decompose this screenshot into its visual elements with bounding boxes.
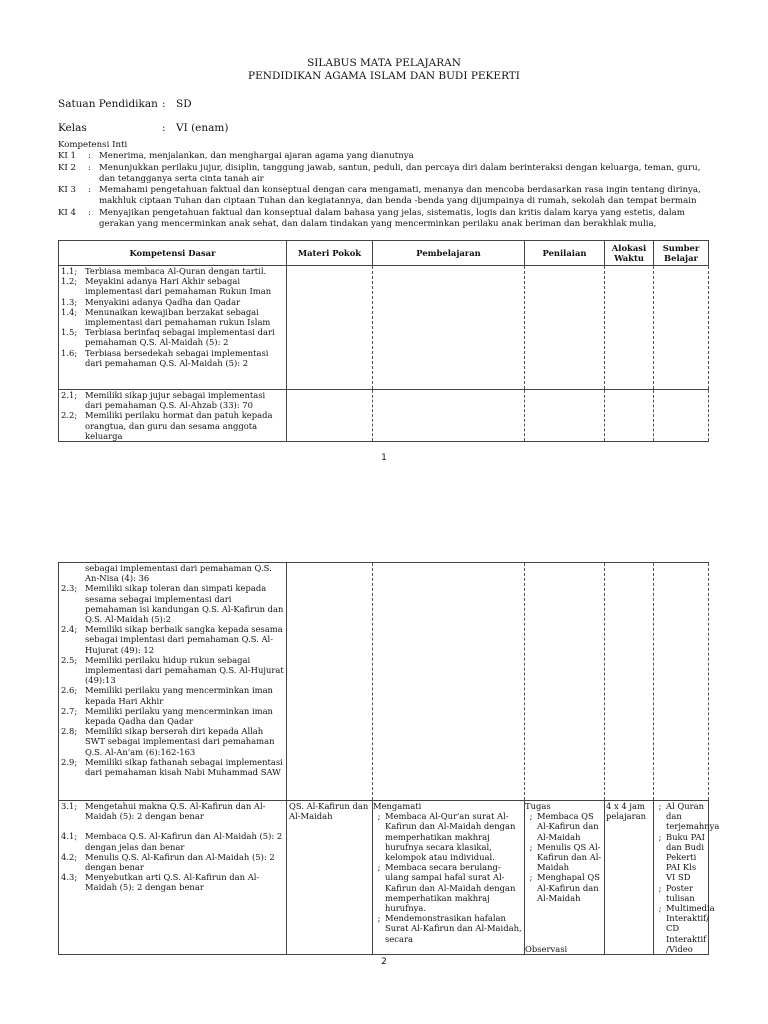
list-item: ; Poster tulisan (658, 882, 695, 903)
kd-cell (59, 390, 287, 442)
ki-colon: : (88, 185, 91, 195)
kd-item: 2.1; Memiliki sikap jujur sebagai implementasi dari pemahaman Q.S. Al-Ahzab (33): 70 (61, 390, 266, 411)
kd-item: 3.1; Mengetahui makna Q.S. Al-Kafirun dan Al-Maidah (5): 2 dengan benar (61, 801, 266, 822)
penilaian-cell (525, 563, 605, 801)
penilaian-list (525, 811, 604, 903)
kd-item: 1.5; Terbiasa berinfaq sebagai implementasi dari pemahaman Q.S. Al-Maidah (5): 2 (61, 327, 275, 348)
kd-item: 1.4; Menunaikan kewajiban berzakat sebagai implementasi dari pemahaman rukun Islam (61, 306, 271, 328)
ki-heading: Kompetensi Inti (58, 140, 128, 150)
penilaian-cell (525, 390, 605, 442)
page-number-1: 1 (381, 453, 387, 463)
ki-item-4 (58, 208, 712, 230)
ki-text: Memahami pengetahuan faktual dan konseptual dengan cara mengamati, menanya dan mencoba berdasarkan rasa ingin tentang dirinya, makhluk ciptaan Tuhan dan ciptaan Tuhan dan kegiatannya, dan benda -benda yang dijumpainya di rumah, sekolah dan tempat bermain (99, 185, 701, 206)
kd-item: 2.9; Memiliki sikap fathanah sebagai implementasi dari pemahaman kisah Nabi Muhammad SAW (61, 756, 283, 778)
alokasi-cell (605, 390, 654, 442)
ki-code: KI 2 (58, 163, 77, 173)
sumber-list (654, 801, 720, 954)
pembelajaran-cell (373, 390, 525, 442)
list-item: ; Buku PAI dan Budi Pekerti PAI Kls VI SD (658, 831, 705, 883)
kd-item: 2.6; Memiliki perilaku yang mencerminkan iman kepada Hari Akhir (61, 685, 273, 706)
title-line-1: SILABUS MATA PELAJARAN (307, 57, 461, 69)
pembelajaran-cell (373, 266, 525, 390)
kelas-colon: : (162, 122, 166, 134)
satuan-label: Satuan Pendidikan (58, 98, 158, 110)
header-kompetensi-dasar: Kompetensi Dasar (59, 241, 287, 266)
materi-cell (287, 563, 373, 801)
header-sumber-belajar: Sumber Belajar (654, 241, 709, 266)
kd-item: 4.3; Menyebutkan arti Q.S. Al-Kafirun dan Al-Maidah (5): 2 dengan benar (61, 872, 260, 893)
header-alokasi-waktu: Alokasi Waktu (605, 241, 654, 266)
kd-item: 4.2; Menulis Q.S. Al-Kafirun dan Al-Maidah (5): 2 dengan benar (61, 851, 275, 873)
list-item: ; Al Quran dan terjemahnya (658, 801, 720, 832)
alokasi-text: 4 x 4 jam pelajaran (606, 801, 646, 822)
alokasi-cell (605, 563, 654, 801)
pembelajaran-list (373, 811, 524, 944)
kd-cell (59, 801, 287, 955)
penilaian-cell (525, 266, 605, 390)
ki-colon: : (88, 163, 91, 173)
kd-item: 1.6; Terbiasa bersedekah sebagai implementasi dari pemahaman Q.S. Al-Maidah (5): 2 (61, 347, 269, 368)
materi-cell (287, 801, 373, 955)
ki-text: Menerima, menjalankan, dan menghargai ajaran agama yang dianutnya (99, 151, 414, 161)
sumber-cell (654, 266, 709, 390)
kd-item: 4.1; Membaca Q.S. Al-Kafirun dan Al-Maidah (5): 2 dengan jelas dan benar (61, 831, 283, 852)
alokasi-cell (605, 801, 654, 955)
ki-code: KI 3 (58, 185, 77, 195)
title-line-2: PENDIDIKAN AGAMA ISLAM DAN BUDI PEKERTI (248, 70, 520, 82)
kd-item-continued: sebagai implementasi dari pemahaman Q.S. An-Nisa (4): 36 (85, 563, 272, 584)
syllabus-table-page2 (58, 562, 720, 955)
sumber-cell (654, 563, 709, 801)
header-pembelajaran: Pembelajaran (373, 241, 525, 266)
syllabus-title (0, 57, 768, 83)
ki-item-3 (58, 185, 712, 207)
penilaian-heading: Tugas (525, 801, 551, 811)
list-item: ; Membaca QS Al-Kafirun dan Al-Maidah (529, 811, 599, 842)
pembelajaran-cell (373, 801, 525, 955)
header-penilaian: Penilaian (525, 241, 605, 266)
ki-code: KI 4 (58, 208, 77, 218)
penilaian-footer: Observasi (525, 943, 568, 954)
materi-cell (287, 266, 373, 390)
list-item: ; Menulis QS Al-Kafirun dan Al-Maidah (529, 841, 602, 873)
kelas-value: VI (enam) (176, 122, 229, 134)
header-materi-pokok: Materi Pokok (287, 241, 373, 266)
ki-item-2 (58, 163, 712, 185)
penilaian-cell (525, 801, 605, 955)
ki-text: Menyajikan pengetahuan faktual dan konseptual dalam bahasa yang jelas, sistematis, logis dan kritis dalam karya yang estetis, dalam gerakan yang mencerminkan anak sehat, dan dalam tindakan yang mencerminkan perilaku anak beriman dan berakhlak mulia, (99, 208, 685, 229)
materi-cell (287, 390, 373, 442)
list-item: ; Menghapal QS Al-Kafirun dan Al-Maidah (529, 872, 600, 903)
list-item: ; Multimedia Interaktif/ CD Interaktif /Video (658, 903, 715, 954)
table-row (59, 390, 709, 442)
kd-item: 2.4; Memiliki sikap berbaik sangka kepada sesama sebagai implentasi dari pemahaman Q.S. Al-Hujurat (49): 12 (61, 624, 283, 655)
list-item: ; Membaca Al-Qur'an surat Al-Kafirun dan Al-Maidah dengan memperhatikan makhraj hurufnya secara klasikal, kelompok atau individual. (377, 811, 516, 863)
table-header-row (59, 241, 709, 266)
ki-colon: : (88, 208, 91, 218)
table-row (59, 801, 709, 955)
list-item: ; Mendemonstrasikan hafalan Surat Al-Kafirun dan Al-Maidah, secara (377, 913, 522, 944)
sumber-cell (654, 390, 709, 442)
kelas-label: Kelas (58, 122, 87, 134)
kd-item: 1.2; Meyakini adanya Hari Akhir sebagai implementasi dari pemahaman Rukun Iman (61, 276, 272, 297)
kd-item: 2.5; Memiliki perilaku hidup rukun sebagai implementasi dari pemahaman Q.S. Al-Hujurat (49):13 (61, 654, 284, 686)
materi-text: QS. Al-Kafirun dan Al-Maidah (289, 801, 369, 822)
kd-item: 2.2; Memiliki perilaku hormat dan patuh kepada orangtua, dan guru dan sesama anggota keluarga (61, 410, 273, 441)
kd-item: 2.8; Memiliki sikap berserah diri kepada Allah SWT sebagai implementasi dari pemahaman Q.S. Al-An'am (6):162-163 (61, 726, 275, 757)
ki-colon: : (88, 151, 91, 161)
ki-code: KI 1 (58, 151, 77, 161)
pembelajaran-heading: Mengamati (373, 801, 422, 811)
ki-text: Menunjukkan perilaku jujur, disiplin, tanggung jawab, santun, peduli, dan percaya diri dalam berinteraksi dengan keluarga, teman, guru, dan tetangganya serta cinta tanah air (99, 163, 701, 184)
table-row (59, 266, 709, 390)
kd-item: 2.7; Memiliki perilaku yang mencerminkan iman kepada Qadha dan Qadar (61, 705, 273, 727)
syllabus-table-page1 (58, 240, 709, 442)
satuan-value: SD (176, 98, 192, 110)
table-row (59, 563, 709, 801)
ki-item-1 (58, 151, 712, 163)
kd-item: 1.3; Menyakini adanya Qadha dan Qadar (61, 296, 241, 307)
page-number-2: 2 (381, 957, 387, 967)
kd-item: 2.3; Memiliki sikap toleran dan simpati kepada sesama sebagai implementasi dari pemahaman isi kandungan Q.S. Al-Kafirun dan Q.S. Al-Maidah (5):2 (61, 583, 284, 625)
satuan-colon: : (162, 98, 166, 110)
sumber-cell (654, 801, 720, 955)
list-item: ; Membaca secara berulang-ulang sampai hafal surat Al-Kafirun dan Al-Maidah dengan memperhatikan makhraj hurufnya. (377, 862, 516, 914)
alokasi-cell (605, 266, 654, 390)
pembelajaran-cell (373, 563, 525, 801)
kd-cell (59, 266, 287, 390)
kd-cell (59, 563, 287, 801)
kd-item: 1.1; Terbiasa membaca Al-Quran dengan tartil. (61, 266, 267, 276)
